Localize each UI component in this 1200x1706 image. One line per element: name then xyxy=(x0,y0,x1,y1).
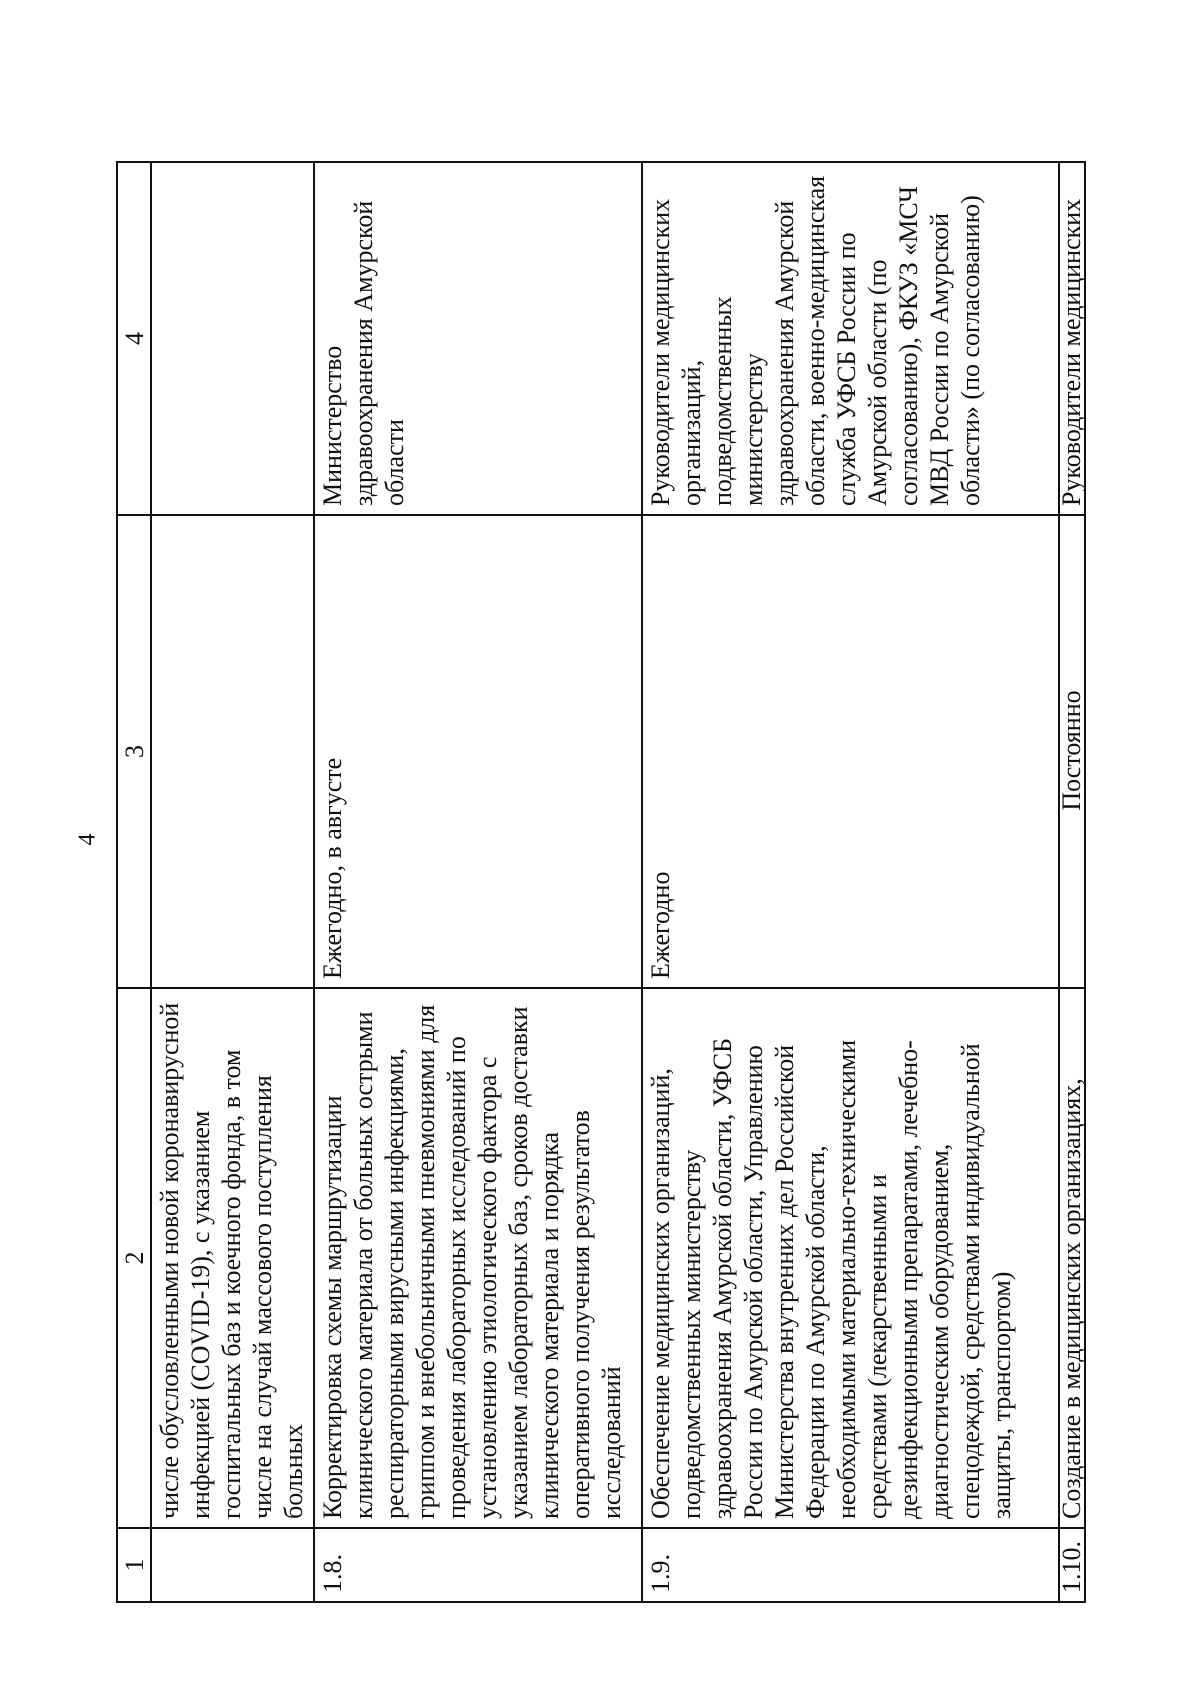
row-number: 1.9. xyxy=(642,1528,1059,1602)
row-number: 1.10. xyxy=(1059,1528,1085,1602)
row-responsible xyxy=(151,162,314,515)
row-event: Обеспечение медицинских организаций, подведомственных министерству здравоохранения Амурской области, УФСБ России по Амурской области, Управлению Министерства внутренних дел Российской Федерации по Амурской области, необходимыми материально-техническими средствами (лекарственными и дезинфекционными препаратами, лечебно-диагностическим оборудованием, спецодеждой, средствами индивидуальной защиты, транспортом) xyxy=(642,988,1059,1528)
row-term: Ежегодно xyxy=(642,515,1059,988)
header-col-1: 1 xyxy=(117,1528,151,1602)
table-header-row xyxy=(117,162,151,1602)
row-responsible: Руководители медицинских xyxy=(1059,162,1085,515)
row-event: Корректировка схемы маршрутизации клинического материала от больных острыми респираторными вирусными инфекциями, гриппом и внебольничными пневмониями для проведения лабораторных исследований по установлению этиологического фактора с указанием лабораторных баз, сроков доставки клинического материала и порядка оперативного получения результатов исследований xyxy=(314,988,642,1528)
rotated-table-wrapper xyxy=(116,163,1086,1603)
row-term: Ежегодно, в августе xyxy=(314,515,642,988)
header-col-2: 2 xyxy=(117,988,151,1528)
row-responsible: Руководители медицинских организаций, подведомственных министерству здравоохранения Амурской области, военно-медицинская служба УФСБ России по Амурской области (по согласованию), ФКУЗ «МСЧ МВД России по Амурской области» (по согласованию) xyxy=(642,162,1059,515)
measures-table xyxy=(116,161,1086,1603)
table-row xyxy=(642,162,1059,1602)
row-event: числе обусловленными новой коронавирусной инфекцией (COVID-19), с указанием госпитальных баз и коечного фонда, в том числе на случай массового поступления больных xyxy=(151,988,314,1528)
row-number: 1.8. xyxy=(314,1528,642,1602)
header-col-4: 4 xyxy=(117,162,151,515)
row-term xyxy=(151,515,314,988)
row-event: Создание в медицинских организациях, xyxy=(1059,988,1085,1528)
row-term: Постоянно xyxy=(1059,515,1085,988)
header-col-3: 3 xyxy=(117,515,151,988)
row-number xyxy=(151,1528,314,1602)
row-responsible: Министерство здравоохранения Амурской области xyxy=(314,162,642,515)
table-row xyxy=(314,162,642,1602)
table-row xyxy=(151,162,314,1602)
page-number: 4 xyxy=(74,833,101,846)
table-row xyxy=(1059,162,1085,1602)
